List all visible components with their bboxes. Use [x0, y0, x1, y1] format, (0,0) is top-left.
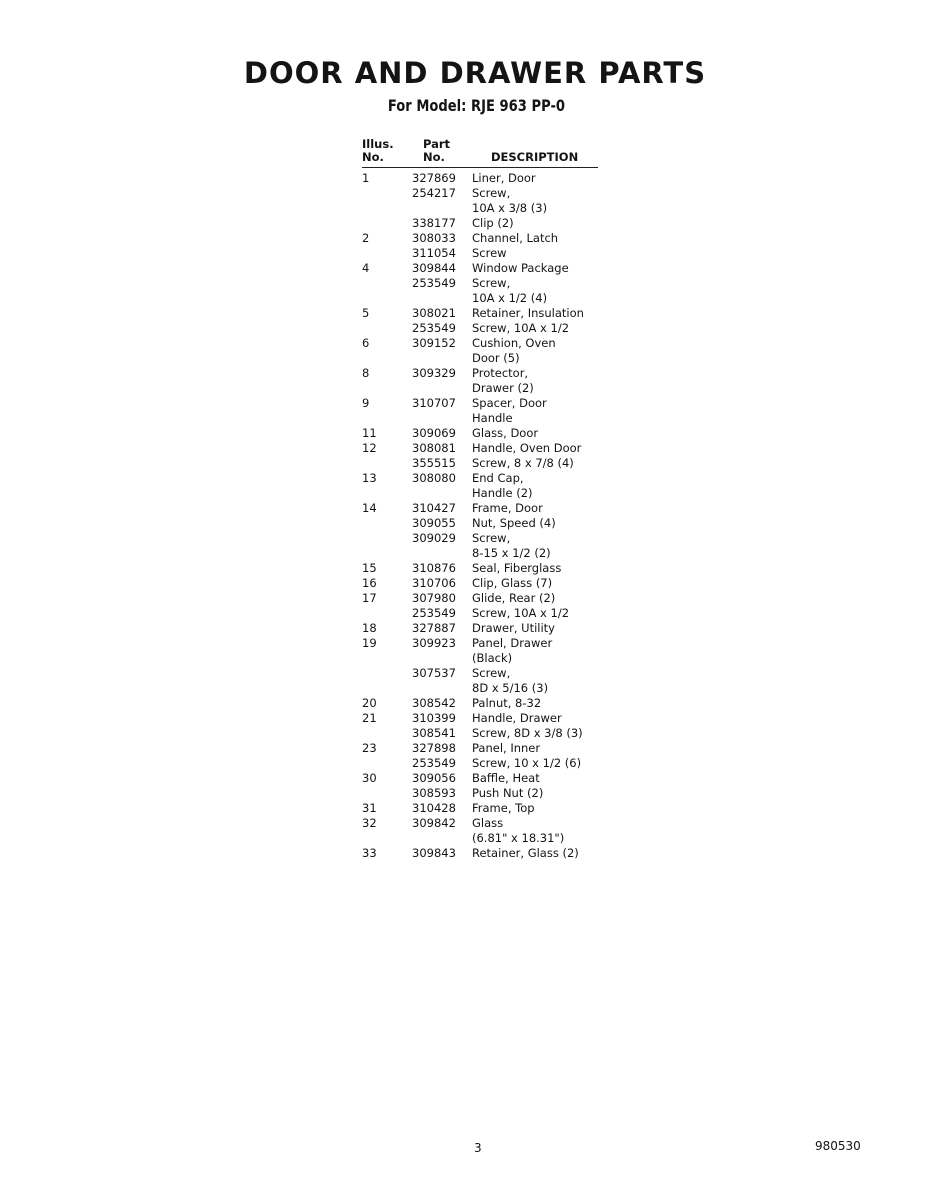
table-row — [362, 366, 598, 396]
illus-number: 33 — [362, 846, 377, 860]
part-description: Panel, Drawer (Black) — [472, 636, 553, 665]
part-number: 309056 — [412, 771, 456, 785]
part-number: 338177 — [412, 216, 456, 230]
table-row — [362, 711, 598, 726]
illus-number: 17 — [362, 591, 377, 605]
part-description: Screw, 8D x 5/16 (3) — [472, 666, 549, 695]
illus-number: 14 — [362, 501, 377, 515]
header-illus-line2: No. — [362, 150, 384, 164]
illus-number: 18 — [362, 621, 377, 635]
part-number: 253549 — [412, 321, 456, 335]
header-part-line2: No. — [423, 150, 445, 164]
page-number: 3 — [474, 1141, 482, 1155]
part-number: 308033 — [412, 231, 456, 245]
table-header — [362, 137, 598, 167]
table-row — [362, 621, 598, 636]
header-description: DESCRIPTION — [491, 150, 579, 164]
part-number: 309329 — [412, 366, 456, 380]
illus-number: 8 — [362, 366, 370, 380]
table-row — [362, 216, 598, 231]
part-number: 309152 — [412, 336, 456, 350]
table-row — [362, 561, 598, 576]
part-number: 310399 — [412, 711, 456, 725]
part-description: Cushion, Oven Door (5) — [472, 336, 556, 365]
part-description: Frame, Top — [472, 801, 535, 815]
part-description: Screw — [472, 246, 507, 260]
part-number: 309055 — [412, 516, 456, 530]
part-description: Screw, 8D x 3/8 (3) — [472, 726, 583, 740]
part-number: 309923 — [412, 636, 456, 650]
part-number: 307980 — [412, 591, 456, 605]
table-row — [362, 396, 598, 426]
table-row — [362, 606, 598, 621]
illus-number: 9 — [362, 396, 370, 410]
part-number: 308080 — [412, 471, 456, 485]
part-number: 309069 — [412, 426, 456, 440]
part-description: Screw, 10A x 1/2 (4) — [472, 276, 548, 305]
part-number: 355515 — [412, 456, 456, 470]
part-description: Handle, Oven Door — [472, 441, 582, 455]
part-description: Screw, 10A x 3/8 (3) — [472, 186, 548, 215]
part-description: Clip (2) — [472, 216, 514, 230]
table-row — [362, 336, 598, 366]
table-row — [362, 471, 598, 501]
table-row — [362, 456, 598, 471]
table-row — [362, 741, 598, 756]
part-description: Screw, 8-15 x 1/2 (2) — [472, 531, 551, 560]
table-row — [362, 171, 598, 186]
part-number: 309843 — [412, 846, 456, 860]
part-description: Glass, Door — [472, 426, 539, 440]
part-number: 311054 — [412, 246, 456, 260]
table-row — [362, 696, 598, 711]
illus-number: 21 — [362, 711, 377, 725]
parts-table — [362, 137, 598, 861]
part-number: 310427 — [412, 501, 456, 515]
table-row — [362, 516, 598, 531]
illus-number: 30 — [362, 771, 377, 785]
part-number: 310428 — [412, 801, 456, 815]
illus-number: 31 — [362, 801, 377, 815]
part-number: 310876 — [412, 561, 456, 575]
illus-number: 32 — [362, 816, 377, 830]
table-row — [362, 666, 598, 696]
document-number: 980530 — [815, 1139, 861, 1153]
illus-number: 23 — [362, 741, 377, 755]
part-number: 309844 — [412, 261, 456, 275]
part-description: Nut, Speed (4) — [472, 516, 556, 530]
page-title: DOOR AND DRAWER PARTS — [243, 56, 707, 90]
table-row — [362, 441, 598, 456]
part-number: 327869 — [412, 171, 456, 185]
part-description: Window Package — [472, 261, 569, 275]
part-description: Drawer, Utility — [472, 621, 555, 635]
part-description: Retainer, Insulation — [472, 306, 584, 320]
part-number: 254217 — [412, 186, 456, 200]
part-number: 253549 — [412, 606, 456, 620]
part-number: 253549 — [412, 276, 456, 290]
part-description: Panel, Inner — [472, 741, 541, 755]
illus-number: 11 — [362, 426, 377, 440]
table-row — [362, 771, 598, 786]
part-description: Frame, Door — [472, 501, 543, 515]
part-description: Clip, Glass (7) — [472, 576, 553, 590]
table-row — [362, 726, 598, 741]
table-row — [362, 786, 598, 801]
table-row — [362, 636, 598, 666]
part-number: 310706 — [412, 576, 456, 590]
illus-number: 5 — [362, 306, 370, 320]
header-illus-line1: Illus. — [362, 137, 394, 151]
header-part-line1: Part — [423, 137, 451, 151]
table-row — [362, 501, 598, 516]
table-row — [362, 321, 598, 336]
part-description: Liner, Door — [472, 171, 536, 185]
table-row — [362, 591, 598, 606]
part-description: Baffle, Heat — [472, 771, 540, 785]
part-number: 307537 — [412, 666, 456, 680]
illus-number: 2 — [362, 231, 370, 245]
part-number: 310707 — [412, 396, 456, 410]
illus-number: 20 — [362, 696, 377, 710]
part-description: Screw, 10A x 1/2 — [472, 321, 570, 335]
part-number: 308542 — [412, 696, 456, 710]
table-body — [362, 171, 598, 861]
part-description: Screw, 8 x 7/8 (4) — [472, 456, 574, 470]
part-description: Glass (6.81" x 18.31") — [472, 816, 565, 845]
part-number: 327887 — [412, 621, 456, 635]
part-description: Protector, Drawer (2) — [472, 366, 534, 395]
part-description: End Cap, Handle (2) — [472, 471, 533, 500]
table-row — [362, 576, 598, 591]
illus-number: 16 — [362, 576, 377, 590]
illus-number: 4 — [362, 261, 370, 275]
part-description: Palnut, 8-32 — [472, 696, 542, 710]
illus-number: 13 — [362, 471, 377, 485]
table-row — [362, 756, 598, 771]
illus-number: 19 — [362, 636, 377, 650]
table-row — [362, 846, 598, 861]
part-number: 308541 — [412, 726, 456, 740]
illus-number: 15 — [362, 561, 377, 575]
table-row — [362, 426, 598, 441]
part-description: Screw, 10 x 1/2 (6) — [472, 756, 582, 770]
part-number: 309842 — [412, 816, 456, 830]
part-description: Screw, 10A x 1/2 — [472, 606, 570, 620]
part-number: 308021 — [412, 306, 456, 320]
part-description: Spacer, Door Handle — [472, 396, 547, 425]
part-number: 308593 — [412, 786, 456, 800]
model-subtitle: For Model: RJE 963 PP-0 — [387, 96, 566, 115]
part-number: 253549 — [412, 756, 456, 770]
illus-number: 12 — [362, 441, 377, 455]
part-description: Handle, Drawer — [472, 711, 562, 725]
part-number: 308081 — [412, 441, 456, 455]
table-row — [362, 306, 598, 321]
part-description: Push Nut (2) — [472, 786, 544, 800]
table-row — [362, 531, 598, 561]
table-row — [362, 186, 598, 216]
header-divider — [362, 167, 598, 168]
table-row — [362, 801, 598, 816]
part-number: 327898 — [412, 741, 456, 755]
table-row — [362, 246, 598, 261]
part-description: Channel, Latch — [472, 231, 559, 245]
table-row — [362, 261, 598, 276]
table-row — [362, 276, 598, 306]
part-description: Retainer, Glass (2) — [472, 846, 579, 860]
table-row — [362, 231, 598, 246]
part-number: 309029 — [412, 531, 456, 545]
illus-number: 6 — [362, 336, 370, 350]
illus-number: 1 — [362, 171, 370, 185]
part-description: Seal, Fiberglass — [472, 561, 562, 575]
part-description: Glide, Rear (2) — [472, 591, 556, 605]
table-row — [362, 816, 598, 846]
